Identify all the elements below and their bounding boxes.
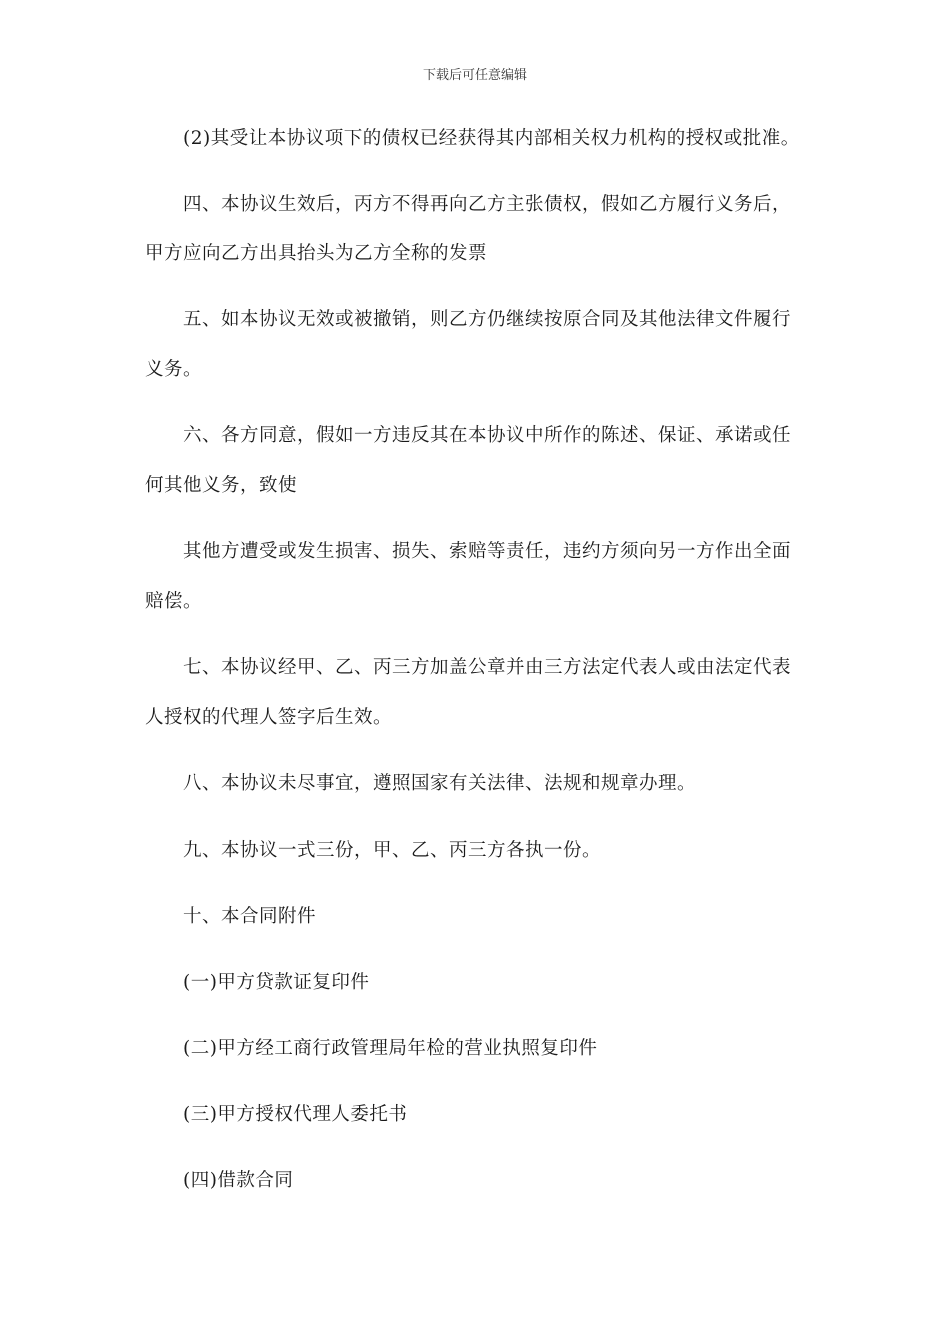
- page-header: 下载后可任意编辑: [422, 68, 527, 83]
- paragraph-3-line-2: 义务。: [145, 359, 203, 380]
- paragraph-1: (2)其受让本协议项下的债权已经获得其内部相关权力机构的授权或批准。: [145, 128, 800, 149]
- paragraph-5-line-2: 赔偿。: [145, 591, 203, 612]
- paragraph-4-line-1: 六、各方同意，假如一方违反其在本协议中所作的陈述、保证、承诺或任: [145, 425, 792, 446]
- paragraph-6-line-2: 人授权的代理人签字后生效。: [145, 707, 393, 728]
- paragraph-2-line-2: 甲方应向乙方出具抬头为乙方全称的发票: [145, 243, 488, 264]
- paragraph-8: 九、本协议一式三份，甲、乙、丙三方各执一份。: [145, 840, 602, 861]
- paragraph-4-line-2: 何其他义务，致使: [145, 475, 298, 496]
- paragraph-11: (二)甲方经工商行政管理局年检的营业执照复印件: [145, 1038, 598, 1059]
- paragraph-13: (四)借款合同: [145, 1170, 294, 1191]
- paragraph-10: (一)甲方贷款证复印件: [145, 972, 370, 993]
- paragraph-2-line-1: 四、本协议生效后，丙方不得再向乙方主张债权，假如乙方履行义务后，: [145, 194, 792, 215]
- paragraph-7: 八、本协议未尽事宜，遵照国家有关法律、法规和规章办理。: [145, 773, 697, 794]
- paragraph-3-line-1: 五、如本协议无效或被撤销，则乙方仍继续按原合同及其他法律文件履行: [145, 309, 792, 330]
- paragraph-9: 十、本合同附件: [145, 906, 317, 927]
- paragraph-6-line-1: 七、本协议经甲、乙、丙三方加盖公章并由三方法定代表人或由法定代表: [145, 657, 792, 678]
- paragraph-5-line-1: 其他方遭受或发生损害、损失、索赔等责任，违约方须向另一方作出全面: [145, 541, 792, 562]
- paragraph-12: (三)甲方授权代理人委托书: [145, 1104, 408, 1125]
